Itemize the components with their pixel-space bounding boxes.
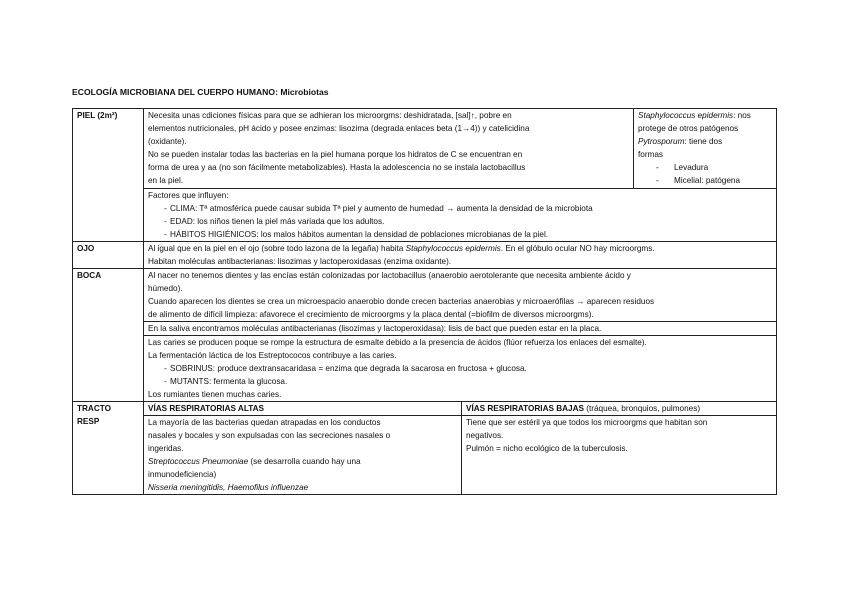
bajas-cell [462, 416, 777, 495]
list-item: - CLIMA: Tª atmosférica puede causar subida Tª piel y aumento de humedad → aumenta la densidad de la microbiota [148, 202, 773, 215]
piel-intro-line: elementos nutricionales, pH ácido y posee enzimas: lisozima (degrada enlaces beta (1→4)) y catelicidina [148, 124, 530, 133]
altas-line: nasales y bocales y son expulsadas con las secreciones nasales o [148, 431, 391, 440]
bajas-head-extra: (tráquea, bronquios, pulmones) [583, 404, 701, 413]
bajas-line: Pulmón = nicho ecológico de la tuberculosis. [466, 444, 628, 453]
ojo-cell [144, 242, 777, 269]
boca-cell-1 [144, 269, 777, 322]
microbiota-table [72, 108, 777, 495]
list-item: - EDAD: los niños tienen la piel más variada que los adultos. [148, 215, 773, 228]
list-item: - SOBRINUS: produce dextransacaridasa = enzima que degrada la sacarosa en fructosa + glucosa. [148, 362, 773, 375]
piel-intro-cell [144, 109, 634, 189]
list-item: - Levadura [638, 161, 773, 174]
piel-side-cell [634, 109, 777, 189]
piel-intro-line: forma de urea y aa (no son fácilmente metabolizables). Hasta la adolescencia no se instala lactobacillus [148, 163, 526, 172]
boca-line: Las caries se producen poque se rompe la estructura de esmalte debido a la presencia de ácidos (flúor refuerza los enlaces del esmalte). [148, 338, 647, 347]
row-boca [73, 269, 777, 322]
bajas-line: Tiene que ser estéril ya que todos los microorgms que habitan son [466, 418, 708, 427]
boca-line: de alimento de difícil limpieza: afavorece el crecimiento de microorgms y la placa dental (=biofilm de diversos microorgms). [148, 310, 594, 319]
bajas-line: negativos. [466, 431, 504, 440]
factors-title: Factores que influyen: [148, 191, 229, 200]
boca-cell-2 [144, 322, 777, 336]
ojo-line-1 [148, 242, 773, 255]
boca-line: Los rumiantes tienen muchas caries. [148, 390, 282, 399]
boca-line: húmedo). [148, 284, 183, 293]
altas-head: VÍAS RESPIRATORIAS ALTAS [148, 404, 264, 413]
staph-text: : nos [733, 111, 751, 120]
label-boca: BOCA [73, 269, 144, 402]
pytro-line [638, 135, 773, 148]
ojo-line-2: Habitan moléculas antibacterianas: lisozimas y lactoperoxidasas (enzima oxidante). [148, 257, 452, 266]
strep-list [148, 362, 773, 388]
ojo-text-post: . En el glóbulo ocular NO hay microorgms. [500, 244, 655, 253]
pytro-name: Pytrosporum [638, 137, 685, 146]
list-item: - HÁBITOS HIGIÉNICOS: los malos hábitos aumentan la densidad de poblaciones microbianas de la piel. [148, 228, 773, 241]
row-piel-factors [73, 189, 777, 242]
strep-name: Streptococcus Pneumoniae [148, 457, 249, 466]
strep-text: (se desarrolla cuando hay una [248, 457, 361, 466]
strep-line-2: inmunodeficiencia) [148, 470, 217, 479]
pytro-forms-list [638, 161, 773, 187]
row-tracto-head [73, 402, 777, 416]
boca-cell-3 [144, 336, 777, 402]
altas-line: ingeridas. [148, 444, 184, 453]
altas-line: La mayoría de las bacterias quedan atrapadas en los conductos [148, 418, 381, 427]
boca-line: Cuando aparecen los dientes se crea un microespacio anaerobio donde crecen bacterias anaerobias y microaerófilas → aparecen residuos [148, 297, 655, 306]
list-item: - MUTANTS: fermenta la glucosa. [148, 375, 773, 388]
row-ojo [73, 242, 777, 269]
row-tracto-body [73, 416, 777, 495]
boca-line: Al nacer no tenemos dientes y las encías están colonizadas por lactobacillus (anaerobio aerotolerante que necesita ambiente ácido y [148, 271, 631, 280]
piel-intro-line: (oxidante). [148, 137, 187, 146]
row-piel [73, 109, 777, 189]
label-ojo: OJO [73, 242, 144, 269]
bajas-head-cell [462, 402, 777, 416]
strep-line [148, 455, 458, 468]
bajas-head: VÍAS RESPIRATORIAS BAJAS [466, 404, 584, 413]
document-title: ECOLOGÍA MICROBIANA DEL CUERPO HUMANO: Microbiotas [72, 87, 329, 97]
piel-factors-cell [144, 189, 777, 242]
staph-name: Staphylococcus epidermis [638, 111, 734, 120]
row-boca-caries [73, 336, 777, 402]
staph-line-2: protege de otros patógenos [638, 124, 739, 133]
boca-line: En la saliva encontramos moléculas antibacterianas (lisozimas y lactoperoxidasa): lisis de bact que pueden estar en la placa. [148, 324, 602, 333]
label-tracto-line-2: RESP [77, 417, 100, 426]
label-tracto-line-1: TRACTO [77, 404, 111, 413]
altas-head-cell [144, 402, 462, 416]
piel-intro-line: en la piel. [148, 176, 184, 185]
list-item: - Micelial: patógena [638, 174, 773, 187]
ojo-species: Staphylococcus epidermis [405, 244, 501, 253]
factors-list [148, 202, 773, 241]
altas-cell [144, 416, 462, 495]
piel-intro-line: No se pueden instalar todas las bacterias en la piel humana porque los hidratos de C se encuentran en [148, 150, 523, 159]
ojo-text-pre: Al igual que en la piel en el ojo (sobre todo lazona de la legaña) habita [148, 244, 406, 253]
pytro-line-2: formas [638, 150, 664, 159]
row-boca-saliva [73, 322, 777, 336]
boca-line: La fermentación láctica de los Estreptococos contribuye a las caries. [148, 351, 397, 360]
label-tracto [73, 402, 144, 495]
pytro-text: : tiene dos [684, 137, 723, 146]
label-piel: PIEL (2m²) [73, 109, 144, 242]
staph-line [638, 109, 773, 122]
neisseria-line: Nisseria meningitidis, Haemofilus influenzae [148, 483, 309, 492]
piel-intro-line: Necesita unas cdiciones físicas para que se adhieran los microorgms: deshidratada, [sal]↑, pobre en [148, 111, 512, 120]
